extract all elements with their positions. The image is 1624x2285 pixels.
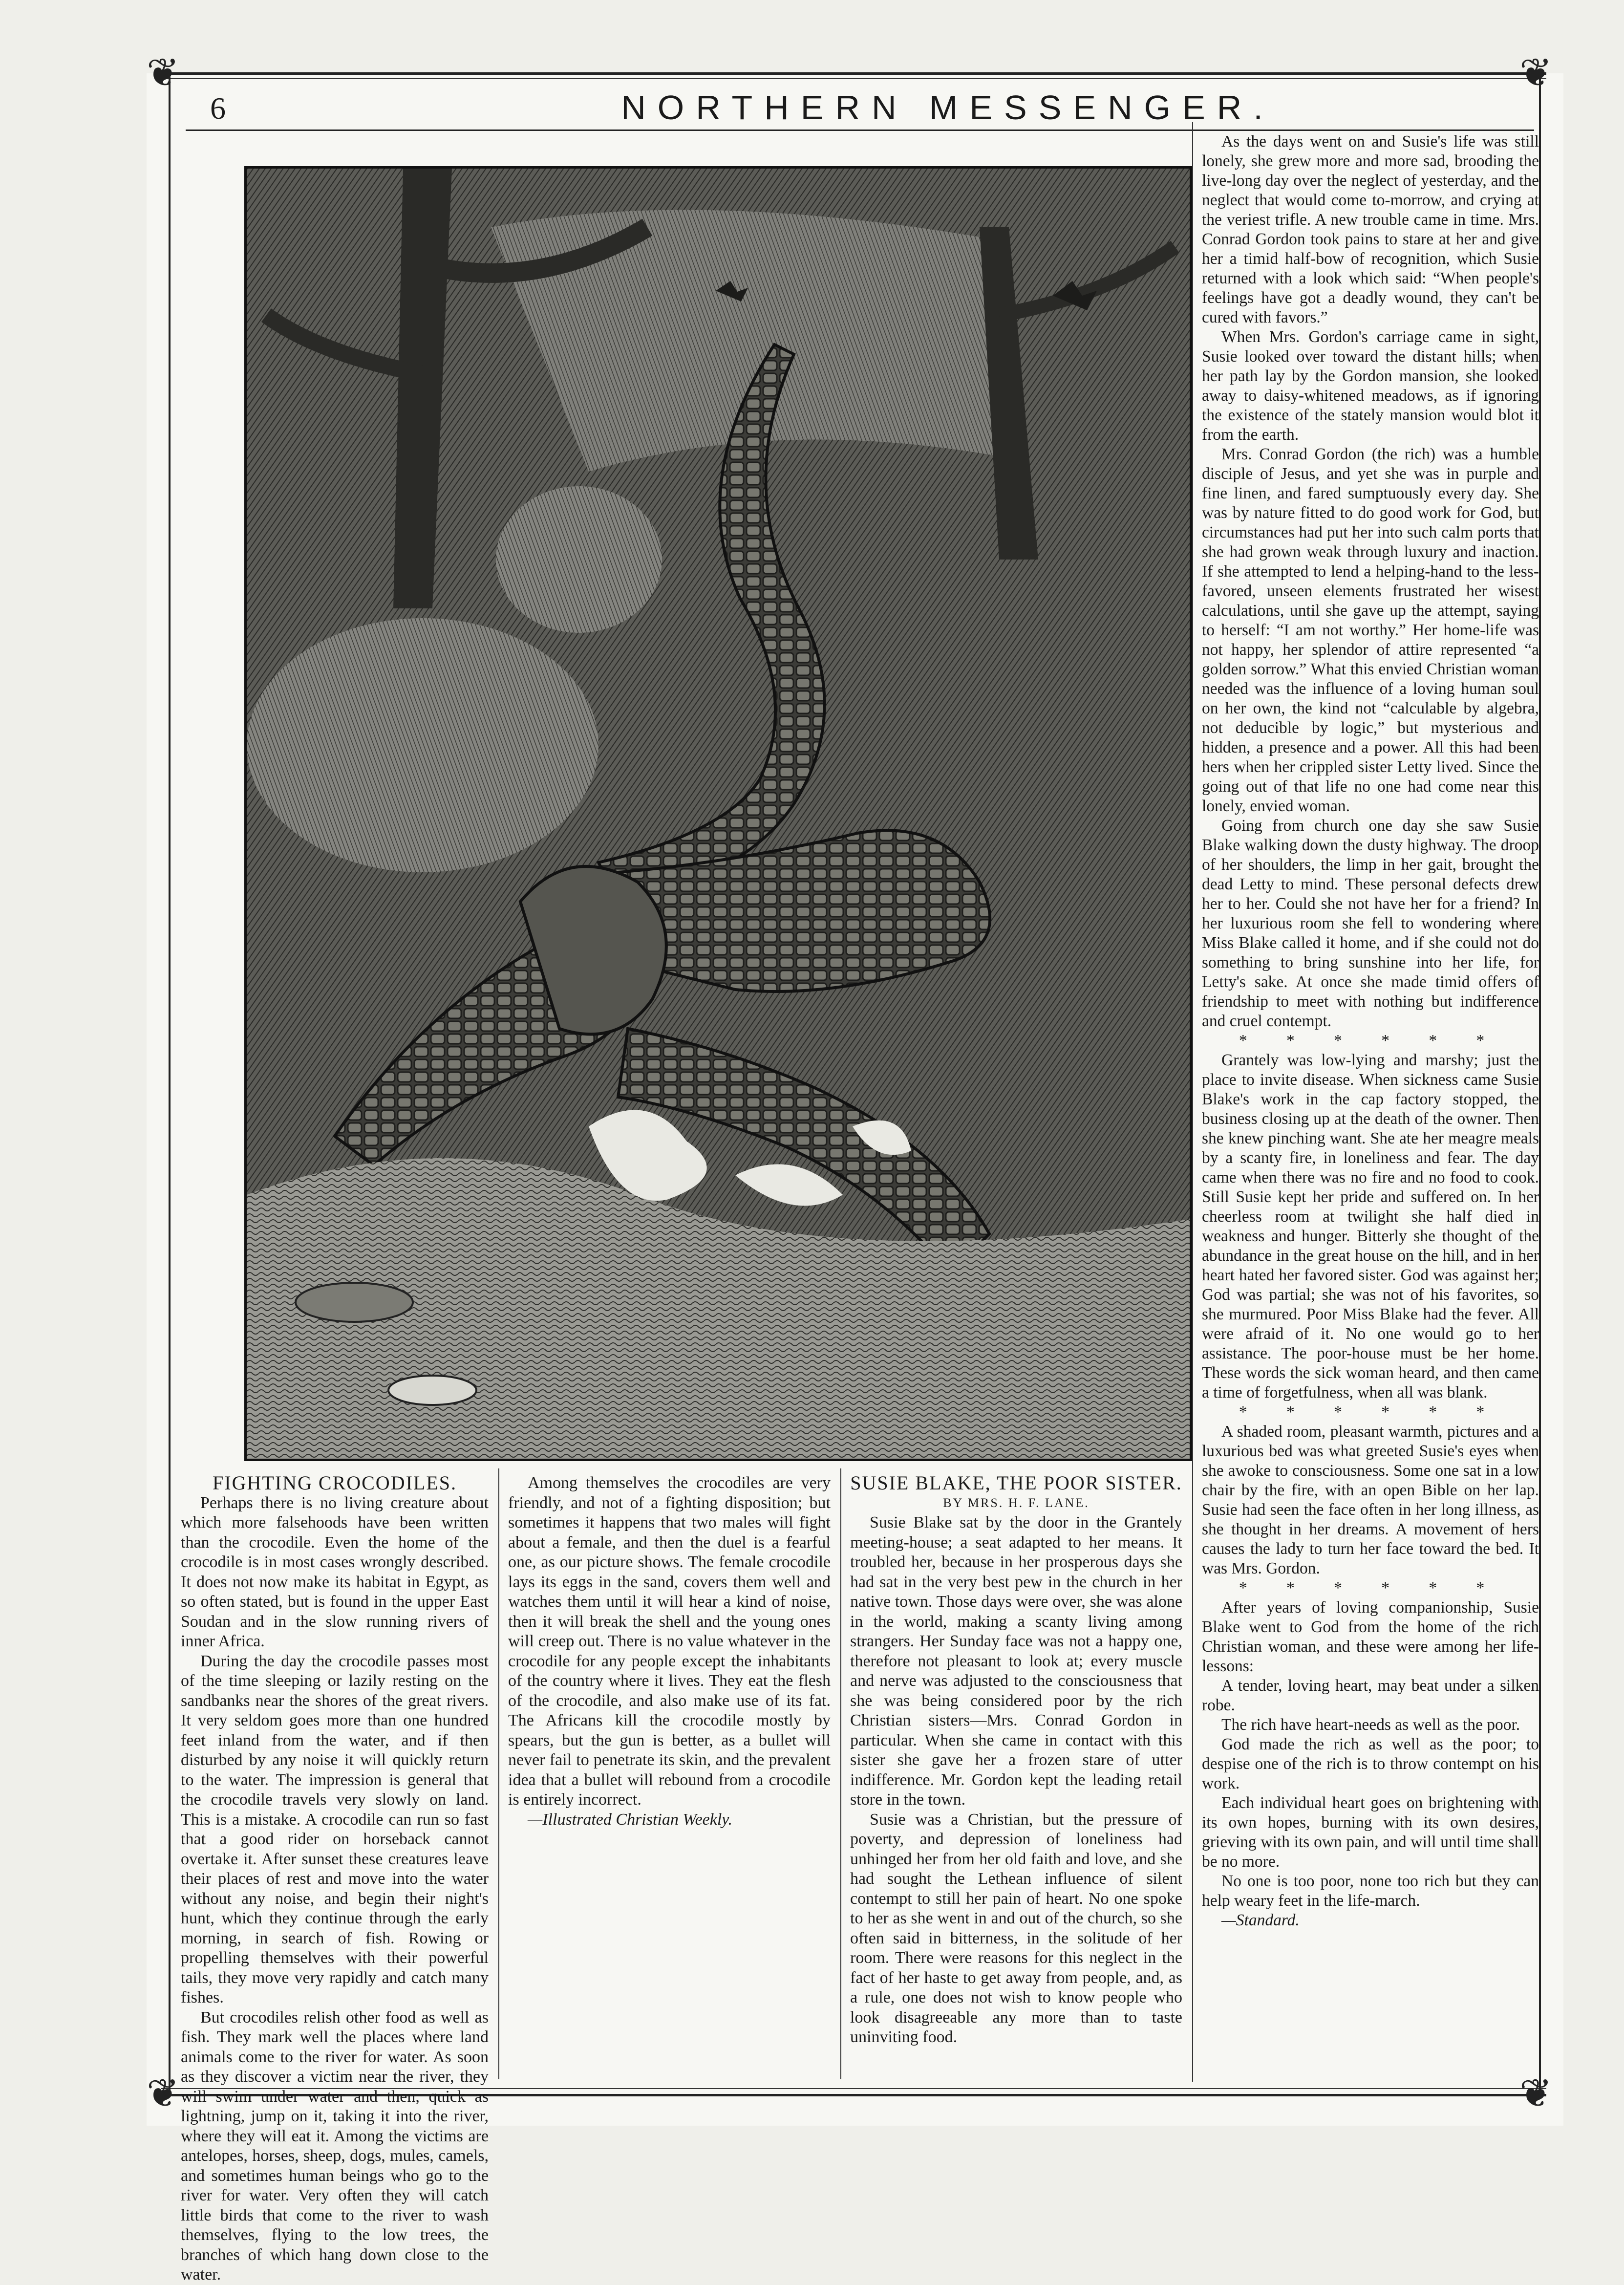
article-source [508, 1810, 831, 1830]
paragraph: A shaded room, pleasant warmth, pictures and a luxurious bed was what greeted Susie's eyes when she awoke to consciousness. Some one sat in a low chair by the fire, with an open Bible on her lap. Susie had seen the face often in her long illness, as she thought in her dreams. A movement of hers causes the lady to turn her face toward the bed. It was Mrs. Gordon. [1202, 1423, 1539, 1577]
paragraph: No one is too poor, none too rich but they can help weary feet in the life-march. [1202, 1872, 1539, 1910]
masthead-title: NORTHERN MESSENGER. [621, 88, 1275, 127]
column-divider [498, 1468, 499, 2079]
paragraph: Perhaps there is no living creature about which more falsehoods have been written than the crocodile. Even the home of the crocodile is in most cases wrongly described. It does not now make its habitat in Egypt, as so often stated, but is found in the upper East Soudan and in the slow running rivers of inner Africa. [181, 1493, 489, 1650]
crocodile-engraving-icon [247, 169, 1190, 1459]
paragraph: Going from church one day she saw Susie Blake walking down the dusty highway. The droop of her shoulders, the limp in her gait, brought the dead Letty to mind. These personal defects drew her to her. Could she not have her for a friend? In her luxurious room she fell to wondering where Miss Blake called it home, and if she could not do something to bring sunshine into her life, for Letty's sake. At once she made timid offers of friendship to meet with nothing but indifference and cruel contempt. [1202, 817, 1539, 1030]
source-credit: —Standard. [1221, 1911, 1300, 1929]
paragraph: But crocodiles relish other food as well as fish. They mark well the places where land animals come to the river for water. As soon as they discover a victim near the river, they will swim under water and then, quick as lightning, jump on it, taking it into the river, where they will eat it. Among the victims are antelopes, horses, sheep, dogs, mules, camels, and sometimes human beings who go to the river for water. Very often they will catch little birds that come to the river to wash themselves, flying to the low trees, the branches of which hang down close to the water. [181, 2008, 489, 2284]
paragraph: During the day the crocodile passes most of the time sleeping or lazily resting on the sandbanks near the shores of the great rivers. It very seldom goes more than one hundred feet inland from the water, and if then disturbed by any noise it will quickly return to the water. The impression is general that the crocodile travels very slowly on land. This is a mistake. A crocodile can run so fast that a good rider on horseback cannot overtake it. After sunset these creatures leave their places of rest and move into the water without any noise, and begin their night's hunt, which they continue through the early morning, in search of fish. Rowing or propelling themselves with their powerful tails, they move very rapidly and catch many fishes. [181, 1652, 489, 2006]
article-title: FIGHTING CROCODILES. [213, 1472, 457, 1494]
article-title: SUSIE BLAKE, THE POOR SISTER. [850, 1472, 1182, 1494]
paragraph: The rich have heart-needs as well as the poor. [1221, 1716, 1520, 1734]
paragraph: Susie was a Christian, but the pressure of poverty, and depression of loneliness had unhinged her from her old faith and love, and she had sought the Lethean influence of silent contempt to still her pain of heart. No one spoke to her as she went in and out of the church, so she often said in bitterness, in the solitude of her room. There were reasons for this neglect in the fact of her haste to get away from people, and, as a rule, one does not wish to know people who look disagreeable any more than to taste uninviting food. [850, 1810, 1182, 2046]
page-border-left [169, 73, 171, 2094]
paragraph: Among themselves the crocodiles are very friendly, and not of a fighting disposition; but sometimes it happens that two males will fight about a female, and then the duel is a fearful one, as our picture shows. The female crocodile lays its eggs in the sand, covers them well and watches them until it will hear a kind of noise, then it will break the shell and the young ones will creep out. There is no value whatever in the crocodile for any people except the inhabitants of the country where it lives. They eat the flesh of the crocodile, and also make use of its fat. The Africans kill the crocodile mostly by spears, but the gun is better, as a bullet will never fail to penetrate its skin, and the prevalent idea that a bullet will rebound from a crocodile is entirely incorrect. [508, 1474, 831, 1809]
ornament-corner-icon: ❦ [147, 52, 180, 95]
paragraph: Susie Blake sat by the door in the Grantely meeting-house; a seat adapted to her means. It troubled her, because in her prosperous days she had sat in the very best pew in the church in her native town. Those days were over, she was alone in the world, making a scanty living among strangers. Her Sunday face was not a happy one, therefore not pleasant to look at; every muscle and nerve was adjusted to the consciousness that she was being considered poor by the rich Christian sisters—Mrs. Conrad Gordon in particular. When she came in contact with this sister she gave her a frozen stare of utter indifference. Mr. Gordon kept the leading retail store in the town. [850, 1513, 1182, 1809]
paragraph: A tender, loving heart, may beat under a silken robe. [1202, 1677, 1539, 1714]
page-border-top [161, 72, 1546, 75]
paragraph: Each individual heart goes on brightening with its own hopes, burning with its own desires, grieving with its own pain, and will until time shall be no more. [1202, 1794, 1539, 1871]
ornament-corner-icon: ❦ [1519, 2072, 1553, 2115]
section-break: * * * * * * [1239, 1403, 1502, 1421]
masthead-rule [186, 129, 1534, 131]
article-fighting-crocodiles-cont [508, 1473, 831, 1830]
column-divider [840, 1468, 841, 2079]
article-fighting-crocodiles [181, 1472, 489, 2284]
page-border-top-inner [161, 78, 1546, 79]
ornament-corner-icon: ❦ [147, 2072, 180, 2115]
column-divider [1192, 122, 1193, 2082]
section-break: * * * * * * [1239, 1032, 1502, 1050]
article-susie-blake [850, 1473, 1182, 2048]
paragraph: Mrs. Conrad Gordon (the rich) was a humble disciple of Jesus, and yet she was in purple and fine linen, and fared sumptuously every day. She was by nature fitted to do good work for God, but circumstances had put her into such calm ports that she had grown weak through luxury and inaction. If she attempted to lend a helping-hand to the less-favored, unseen elements frustrated her wisest calculations, until she gave up the attempt, saying to herself: “I am not worthy.” Her home-life was not happy, her splendor of attire represented “a golden sorrow.” What this envied Christian woman needed was the influence of a loving human soul on her own, the kind not “calculable by algebra, not deducible by logic,” but mysterious and hidden, a presence and a power. All this had been hers when her crippled sister Letty lived. Since the going out of that life no one had come near this lonely, envied woman. [1202, 445, 1539, 815]
article-susie-blake-cont [1202, 132, 1539, 1930]
crocodile-illustration [244, 166, 1192, 1461]
paragraph: As the days went on and Susie's life was still lonely, she grew more and more sad, brooding the live-long day over the neglect of yesterday, and the neglect that would come to-morrow, and crying at the veriest trifle. A new trouble came in time. Mrs. Conrad Gordon took pains to stare at her and give her a timid half-bow of recognition, which Susie returned with a look which said: “When people's feelings have got a deadly wound, they can't be cured with favors.” [1202, 132, 1539, 326]
paragraph: When Mrs. Gordon's carriage came in sight, Susie looked over toward the distant hills; when her path lay by the Gordon mansion, she looked away to daisy-whitened meadows, as if ignoring the existence of the stately mansion would blot it from the earth. [1202, 328, 1539, 444]
article-source [1202, 1911, 1539, 1930]
paragraph: After years of loving companionship, Susie Blake went to God from the home of the rich Christian woman, and these were among her life-lessons: [1202, 1598, 1539, 1675]
page-number: 6 [210, 91, 226, 126]
section-break: * * * * * * [1239, 1579, 1502, 1597]
ornament-corner-icon: ❦ [1519, 52, 1553, 95]
page-border-right [1539, 73, 1541, 2094]
paragraph: Grantely was low-lying and marshy; just the place to invite disease. When sickness came Susie Blake's work in the cap factory stopped, the business closing up at the death of the owner. Then she knew pinching want. She ate her meagre meals by a scanty fire, in loneliness and fear. The day came when there was no fire and no food to cook. Still Susie kept her pride and suffered on. In her cheerless room at twilight she half died in weakness and hunger. Bitterly she thought of the abundance in the great house on the hill, and in her heart hated her favored sister. God was against her; God was partial; she was not of his favorites, so she murmured. Poor Miss Blake had the fever. All were afraid of it. No one would go to her assistance. The poor-house must be her home. These words the sick woman heard, and then came a time of forgetfulness, when all was blank. [1202, 1051, 1539, 1401]
paragraph: God made the rich as well as the poor; to despise one of the rich is to throw contempt on his work. [1202, 1735, 1539, 1792]
source-credit: —Illustrated Christian Weekly. [528, 1810, 733, 1829]
article-byline: BY MRS. H. F. LANE. [943, 1495, 1090, 1510]
